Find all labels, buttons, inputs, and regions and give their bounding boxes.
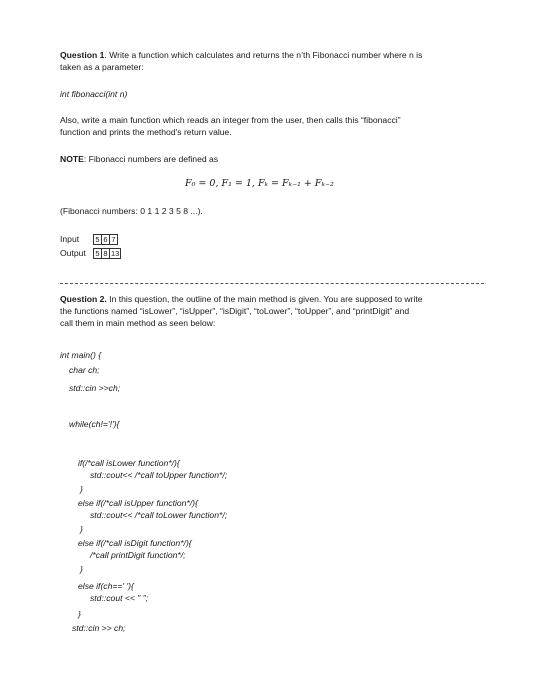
code-line: else if(ch==' '){ xyxy=(78,581,134,591)
input-cell: 7 xyxy=(109,234,118,245)
code-line: else if(/*call isUpper function*/){ xyxy=(78,498,198,508)
section-divider xyxy=(60,283,484,284)
output-row xyxy=(60,246,120,260)
code-line: if(/*call isLower function*/){ xyxy=(78,458,180,468)
code-line: int main() { xyxy=(60,350,102,360)
q2-line1-text: In this question, the outline of the main method is given. You are supposed to write xyxy=(106,294,423,304)
note-label: NOTE xyxy=(60,154,84,164)
code-line: } xyxy=(80,524,83,534)
input-cell: 5 xyxy=(93,234,102,245)
code-line: else if(/*call isDigit function*/){ xyxy=(78,538,192,548)
q1-label: Question 1 xyxy=(60,50,105,60)
q1-note xyxy=(60,153,218,165)
code-line: std::cout<< /*call toUpper function*/; xyxy=(90,470,228,480)
q2-label: Question 2. xyxy=(60,294,107,304)
code-line: while(ch!='!'){ xyxy=(69,419,120,429)
code-line: std::cout << " "; xyxy=(90,593,149,603)
output-label: Output xyxy=(60,248,86,258)
code-line: std::cin >>ch; xyxy=(69,383,121,393)
q1-line1 xyxy=(60,49,422,61)
q2-line3: call them in main method as seen below: xyxy=(60,318,216,328)
output-cell: 5 xyxy=(93,248,102,259)
code-line: char ch; xyxy=(69,365,100,375)
q1-signature: int fibonacci(int n) xyxy=(60,89,128,99)
code-line: } xyxy=(78,609,81,619)
q1-para-line2: function and prints the method's return value. xyxy=(60,127,232,137)
q2-line1 xyxy=(60,293,423,305)
code-line: } xyxy=(80,564,83,574)
output-cell: 8 xyxy=(101,248,110,259)
input-row xyxy=(60,232,120,246)
fibonacci-sequence: (Fibonacci numbers: 0 1 1 2 3 5 8 ...). xyxy=(60,206,203,216)
q1-para-line1: Also, write a main function which reads an integer from the user, then calls this “fibonacci” xyxy=(60,115,401,125)
io-table xyxy=(60,232,120,260)
q1-line2: taken as a parameter: xyxy=(60,62,144,72)
code-line: } xyxy=(80,484,83,494)
q1-line1-text: . Write a function which calculates and returns the n’th Fibonacci number where n is xyxy=(104,50,423,60)
input-cell: 6 xyxy=(101,234,110,245)
note-text: : Fibonacci numbers are defined as xyxy=(83,154,219,164)
fibonacci-formula: F₀ = 0, F₁ = 1, Fₖ = Fₖ₋₁ + Fₖ₋₂ xyxy=(185,178,334,189)
q2-line2: the functions named “isLower”, “isUpper”, “isDigit”, “toLower”, “toUpper”, and “printDigit” and xyxy=(60,306,410,316)
output-cell: 13 xyxy=(111,248,120,258)
input-label: Input xyxy=(60,234,80,244)
code-line: /*call printDigit function*/; xyxy=(90,550,186,560)
code-line: std::cin >> ch; xyxy=(72,623,126,633)
code-line: std::cout<< /*call toLower function*/; xyxy=(90,510,228,520)
